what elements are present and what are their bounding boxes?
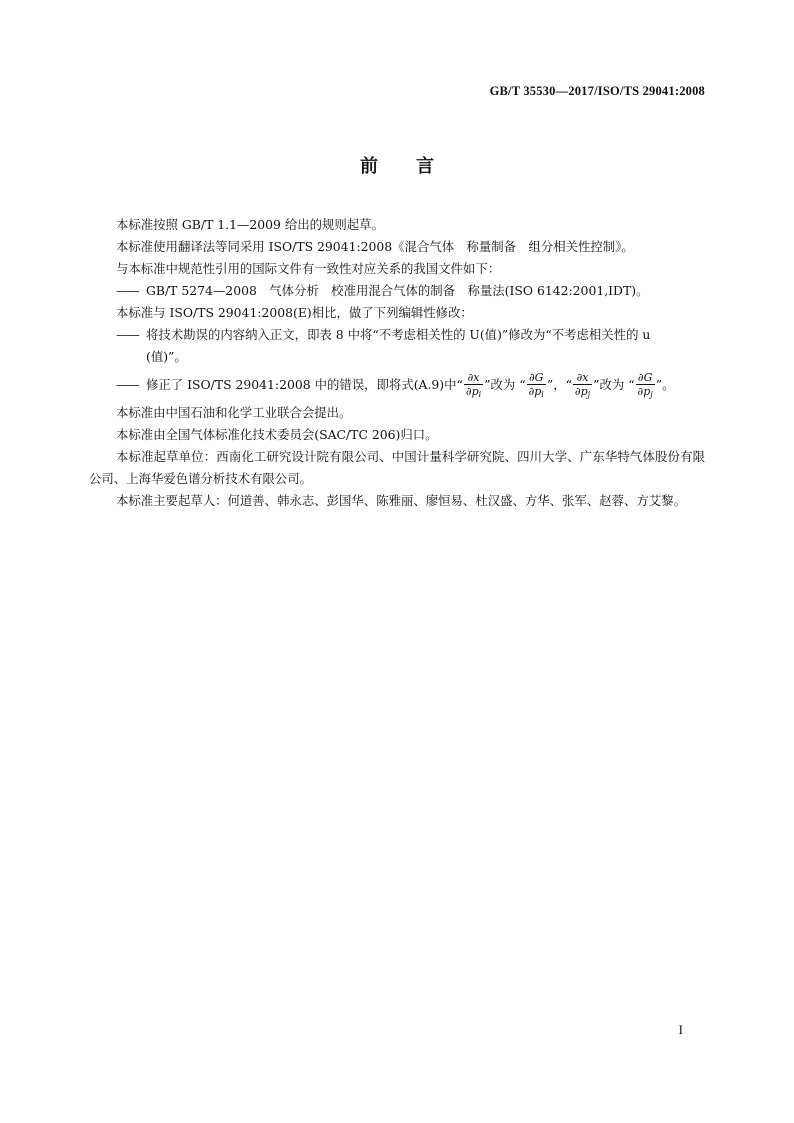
dash-item-gbt5274: [89, 280, 705, 302]
paragraph-corresponding-docs: 与本标准中规范性引用的国际文件有一致性对应关系的我国文件如下：: [116, 261, 501, 276]
paragraph-drafting-rules: 本标准按照 GB/T 1.1—2009 给出的规则起草。: [116, 217, 384, 232]
formula-text-mid3: ”改为 “: [593, 377, 635, 392]
fraction-dG-dpj: [636, 371, 655, 401]
dash-item-text: GB/T 5274—2008 气体分析 校准用混合气体的制备 称量法(ISO 6142:2001,IDT)。: [146, 283, 649, 298]
paragraph-drafters: 本标准主要起草人：何道善、韩永志、彭国华、陈雅丽、廖恒易、杜汉盛、方华、张军、赵蓉、方艾黎。: [116, 493, 686, 508]
fraction-denominator: $\partial p_j$: [637, 384, 653, 399]
page-number: I: [678, 1022, 683, 1037]
fraction-denominator: $\partial p_i$: [528, 384, 544, 399]
fraction-numerator: ∂G: [527, 371, 546, 385]
dash-item-text: 将技术勘误的内容纳入正文，即表 8 中将“不考虑相关性的 U(值)”修改为“不考虑相关性的 u (值)”。: [146, 327, 651, 364]
formula-text-mid2: ”，“: [546, 377, 572, 392]
dash-mark: ——: [116, 327, 139, 342]
paragraph-technical-committee: 本标准由全国气体标准化技术委员会(SAC/TC 206)归口。: [116, 427, 438, 442]
dash-mark: ——: [116, 283, 139, 298]
fraction-dx-dpj: [573, 371, 592, 401]
fraction-dG-dpi: [527, 371, 546, 401]
paragraph-proposer: 本标准由中国石油和化学工业联合会提出。: [116, 405, 352, 420]
fraction-dx-dpi: [464, 371, 483, 401]
fraction-numerator: ∂x: [573, 371, 592, 385]
dash-mark: ——: [116, 377, 139, 392]
formula-text-after: ”。: [655, 377, 675, 392]
dash-item-formula-correction: [89, 368, 705, 402]
dash-item-errata: [89, 324, 705, 368]
paragraph-editorial-changes: 本标准与 ISO/TS 29041:2008(E)相比，做了下列编辑性修改：: [116, 305, 473, 320]
formula-text-mid1: ”改为 “: [484, 377, 526, 392]
fraction-numerator: ∂G: [636, 371, 655, 385]
fraction-numerator: ∂x: [464, 371, 483, 385]
paragraph-drafting-units: 本标准起草单位：西南化工研究设计院有限公司、中国计量科学研究院、四川大学、广东华特气体股份有限公司、上海华爱色谱分析技术有限公司。: [89, 449, 705, 486]
page-title: 前言: [360, 156, 472, 177]
fraction-denominator: $\partial p_j$: [574, 384, 591, 399]
formula-text-before: 修正了 ISO/TS 29041:2008 中的错误，即将式(A.9)中“: [146, 377, 463, 392]
standard-code-header: GB/T 35530—2017/ISO/TS 29041:2008: [489, 84, 705, 98]
paragraph-adoption: 本标准使用翻译法等同采用 ISO/TS 29041:2008《混合气体 称量制备 组分相关性控制》。: [116, 239, 634, 254]
foreword-body: [89, 214, 705, 512]
fraction-denominator: $\partial p_i$: [465, 384, 482, 399]
